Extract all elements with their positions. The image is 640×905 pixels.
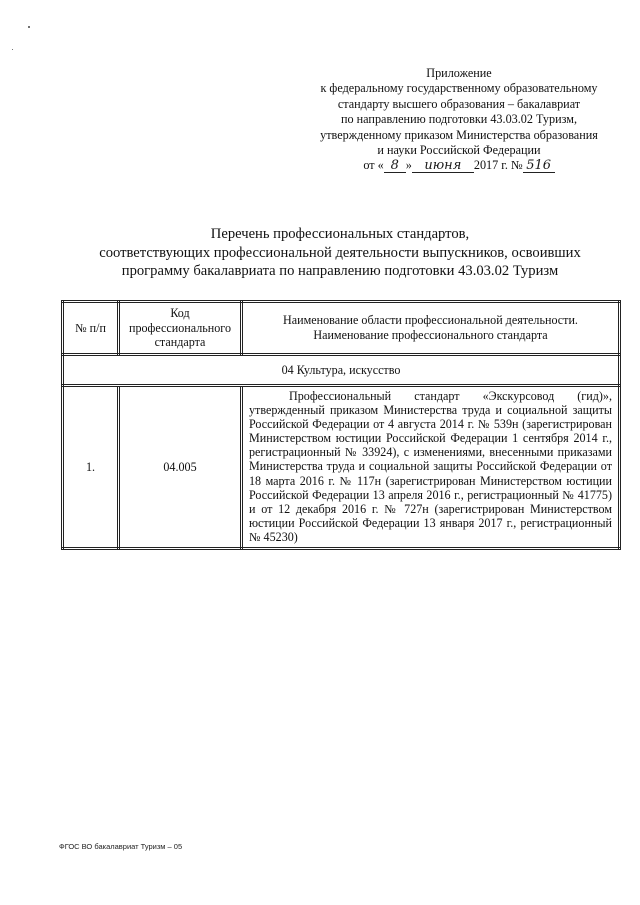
handwritten-day: 8	[384, 159, 406, 173]
appendix-line: к федеральному государственному образовательному	[320, 81, 598, 96]
title-line: Перечень профессиональных стандартов,	[210, 226, 470, 242]
date-mid: »	[405, 158, 412, 173]
page-footer: ФГОС ВО бакалавриат Туризм – 05	[59, 842, 183, 851]
date-prefix: от «	[363, 158, 384, 173]
appendix-line: утвержденному приказом Министерства образования	[320, 127, 598, 142]
appendix-line: по направлению подготовки 43.03.02 Туризм,	[341, 112, 577, 127]
title-line: программу бакалавриата по направлению подготовки 43.03.02 Туризм	[121, 263, 559, 280]
standards-table	[61, 300, 621, 550]
section-title: 04 Культура, искусство	[63, 355, 620, 386]
scan-speck	[12, 49, 13, 50]
appendix-line: стандарту высшего образования – бакалавриат	[337, 96, 581, 111]
document-title	[60, 225, 620, 281]
row-description	[242, 386, 620, 549]
appendix-line: и науки Российской Федерации	[377, 143, 541, 158]
appendix-line: Приложение	[426, 66, 492, 80]
header-name-line1: Наименование области профессиональной деятельности.	[283, 313, 578, 328]
row-description-text: Профессиональный стандарт «Экскурсовод (гид)», утвержденный приказом Министерства труда и социальной защиты Российской Федерации от 4 августа 2014 г. № 539н (зарегистрирован Министерством юстиции Российской Федерации 1 сентября 2014 г., регистрационный № 33924), с изменениями, внесенными приказами Министерства труда и социальной защиты Российской Федерации от 18 марта 2016 г. № 117н (зарегистрирован Министерством юстиции Российской Федерации 13 апреля 2016 г., регистрационный № 41775) и от 12 декабря 2016 г. № 727н (зарегистрирован Министерством юстиции Российской Федерации 13 января 2017 г., регистрационный № 45230)	[249, 389, 612, 544]
scan-speck	[28, 26, 30, 28]
table-header-row	[63, 302, 620, 355]
title-line: соответствующих профессиональной деятельности выпускников, освоивших	[99, 244, 581, 261]
appendix-date-line	[300, 158, 618, 173]
handwritten-month: июня	[412, 159, 474, 173]
header-name	[242, 302, 620, 355]
header-code: Код профессионального стандарта	[119, 302, 242, 355]
header-name-line2: Наименование профессионального стандарта	[313, 328, 548, 342]
header-num: № п/п	[63, 302, 119, 355]
section-row	[63, 355, 620, 386]
table-row	[63, 386, 620, 549]
row-num: 1.	[63, 386, 119, 549]
date-year: 2017 г. №	[473, 158, 523, 173]
row-code: 04.005	[119, 386, 242, 549]
appendix-header	[300, 66, 618, 174]
handwritten-order-number: 516	[523, 159, 555, 173]
